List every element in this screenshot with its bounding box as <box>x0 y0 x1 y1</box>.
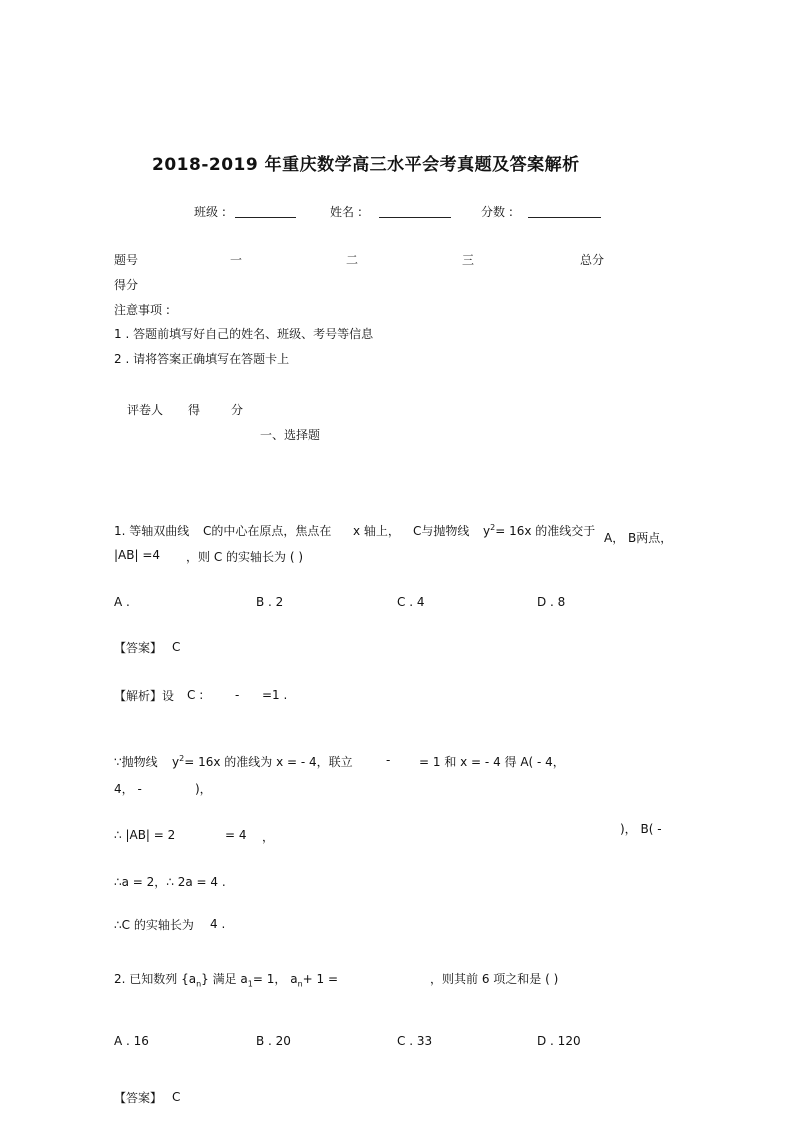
table-col-3: 三 <box>462 253 475 267</box>
q1-option-a: A . <box>114 595 130 609</box>
score-label: 分数 : <box>481 205 513 219</box>
q2-text-c: = 1， a <box>252 972 298 986</box>
q2-sub-3: n <box>297 979 303 989</box>
q2-option-b: B . 20 <box>256 1034 291 1048</box>
q1-analysis-label: 【解析】设 <box>114 689 175 703</box>
q1-equation <box>483 522 595 539</box>
q1-step2-b: = 4 <box>225 828 247 842</box>
grader-de: 得 <box>188 403 201 417</box>
table-header-label: 题号 <box>114 253 139 267</box>
q1-step1-e: 4， - <box>114 782 142 796</box>
q1-text-d: C与抛物线 <box>413 524 470 538</box>
q1-question-end: ，则 C 的实轴长为 ( ) <box>186 550 304 564</box>
q1-step3: ∴a = 2，∴ 2a = 4 . <box>114 875 226 889</box>
q1-step2-c: ， <box>262 830 275 844</box>
section-heading: 一、选择题 <box>260 428 321 442</box>
q2-option-c: C . 33 <box>397 1034 433 1048</box>
notes-item-2: 2 . 请将答案正确填写在答题卡上 <box>114 352 290 366</box>
notes-item-1: 1 . 答题前填写好自己的姓名、班级、考号等信息 <box>114 327 374 341</box>
grader-reviewer: 评卷人 <box>127 403 164 417</box>
q1-text-c: x 轴上， <box>353 524 400 538</box>
class-blank <box>235 217 296 218</box>
q2-answer-label: 【答案】 <box>114 1091 163 1105</box>
q1-step1-b: = 16x 的准线为 x = - 4，联立 <box>184 755 353 769</box>
q2-text-a: 2. 已知数列 {a <box>114 972 197 986</box>
q1-step1-equation <box>172 753 353 770</box>
q1-text-a: 1. 等轴双曲线 <box>114 524 190 538</box>
q1-option-b: B . 2 <box>256 595 284 609</box>
q1-text-e: = 16x 的准线交于 <box>495 524 596 538</box>
q1-answer-value: C <box>172 640 181 654</box>
name-blank <box>379 217 451 218</box>
name-label: 姓名 : <box>330 205 362 219</box>
q1-step1-f: )， <box>195 782 212 796</box>
q2-text <box>114 970 338 987</box>
q1-analysis-c: C : <box>187 688 204 702</box>
q1-step1-minus: - <box>386 753 391 767</box>
table-row-label: 得分 <box>114 278 139 292</box>
q2-answer-value: C <box>172 1090 181 1104</box>
q1-step2-d: )， B( - <box>620 822 662 836</box>
q1-option-c: C . 4 <box>397 595 425 609</box>
q1-step4-a: ∴C 的实轴长为 <box>114 918 194 932</box>
q1-ab-length: |AB| =4 <box>114 548 161 562</box>
q2-option-d: D . 120 <box>537 1034 581 1048</box>
q1-analysis-minus: - <box>235 688 240 702</box>
page-title: 2018-2019 年重庆数学高三水平会考真题及答案解析 <box>152 155 580 175</box>
q1-step2-a: ∴ |AB| = 2 <box>114 828 176 842</box>
q1-step1-y: y <box>172 755 180 769</box>
table-col-1: 一 <box>230 253 243 267</box>
q1-sup: 2 <box>490 523 496 532</box>
q1-step1-d: = 1 和 x = - 4 得 A( - 4， <box>419 755 565 769</box>
score-blank <box>528 217 601 218</box>
q1-option-d: D . 8 <box>537 595 566 609</box>
table-col-2: 二 <box>346 253 359 267</box>
q2-option-a: A . 16 <box>114 1034 149 1048</box>
q1-y: y <box>483 524 491 538</box>
grader-fen: 分 <box>231 403 244 417</box>
q1-step1-a: ∵抛物线 <box>114 755 158 769</box>
q1-analysis-eq: =1 . <box>262 688 288 702</box>
notes-heading: 注意事项 : <box>114 303 170 317</box>
q2-question-end: ，则其前 6 项之和是 ( ) <box>430 972 559 986</box>
q1-text-b: C的中心在原点，焦点在 <box>203 524 332 538</box>
q2-sub-2: 1 <box>247 979 253 989</box>
q1-step1-sup: 2 <box>179 754 185 763</box>
class-label: 班级 : <box>194 205 226 219</box>
q2-sub-1: n <box>196 979 202 989</box>
q1-answer-label: 【答案】 <box>114 641 163 655</box>
q1-step4-b: 4 . <box>210 917 226 931</box>
q2-text-b: } 满足 a <box>201 972 248 986</box>
q2-text-d: + 1 = <box>302 972 339 986</box>
q1-text-f: A， B两点， <box>604 531 673 545</box>
table-col-total: 总分 <box>580 253 605 267</box>
